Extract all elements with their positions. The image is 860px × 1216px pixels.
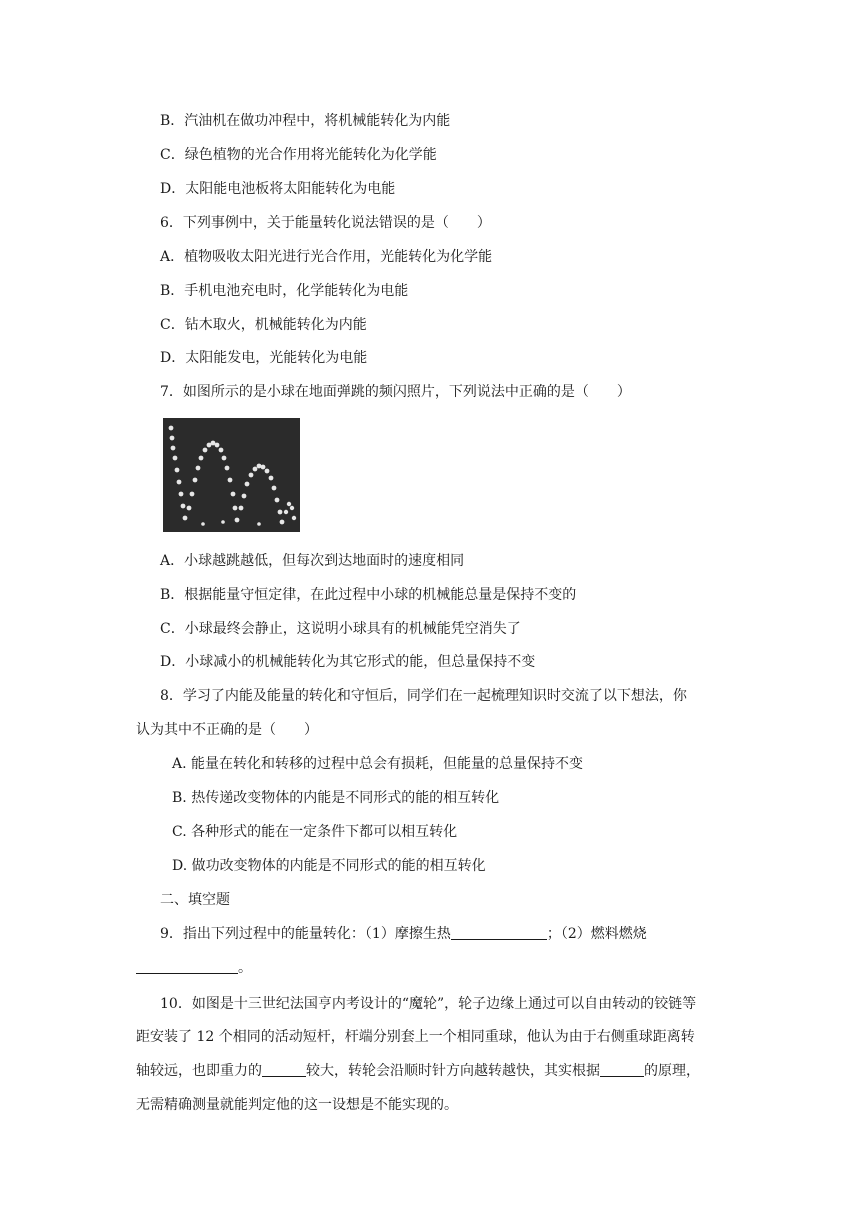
q6-stem: 6．下列事例中，关于能量转化说法错误的是（ ） <box>160 215 491 231</box>
q10-line4: 无需精确测量就能判定他的这一设想是不能实现的。 <box>136 1097 458 1113</box>
q10-line3-part-a: 轴较远，也即重力的 <box>136 1063 262 1079</box>
q8-option-a: A. 能量在转化和转移的过程中总会有损耗，但能量的总量保持不变 <box>172 756 584 772</box>
q7-option-b: B．根据能量守恒定律，在此过程中小球的机械能总量是保持不变的 <box>160 587 577 603</box>
q6-option-b: B．手机电池充电时，化学能转化为电能 <box>160 283 409 299</box>
q8-option-c: C. 各种形式的能在一定条件下都可以相互转化 <box>172 824 458 840</box>
q8-option-b: B. 热传递改变物体的内能是不同形式的能的相互转化 <box>172 790 500 806</box>
q6-option-d: D．太阳能发电，光能转化为电能 <box>160 350 368 366</box>
q7-option-d: D．小球减小的机械能转化为其它形式的能，但总量保持不变 <box>160 654 536 670</box>
q10-line2: 距安装了 12 个相同的活动短杆，杆端分别套上一个相同重球，他认为由于右侧重球距离转 <box>136 1029 695 1045</box>
q5-option-d: D．太阳能电池板将太阳能转化为电能 <box>160 181 396 197</box>
q7-option-a: A．小球越跳越低，但每次到达地面时的速度相同 <box>160 553 465 569</box>
q9-blank-2[interactable] <box>136 959 238 974</box>
q6-option-a: A．植物吸收太阳光进行光合作用，光能转化为化学能 <box>160 249 493 265</box>
q9-stem <box>160 924 647 944</box>
q5-option-c: C．绿色植物的光合作用将光能转化为化学能 <box>160 147 437 163</box>
q10-line3-part-b: 较大，转轮会沿顺时针方向越转越快，其实根据 <box>306 1063 600 1079</box>
q8-option-d: D. 做功改变物体的内能是不同形式的能的相互转化 <box>172 858 486 874</box>
q8-stem-line1: 8．学习了内能及能量的转化和守恒后，同学们在一起梳理知识时交流了以下想法，你 <box>160 688 687 704</box>
bouncing-ball-strobe-icon <box>163 418 300 532</box>
q5-option-b: B．汽油机在做功冲程中，将机械能转化为内能 <box>160 113 451 129</box>
q9-part1: 9．指出下列过程中的能量转化：（1）摩擦生热 <box>160 926 451 942</box>
q9-blank-1[interactable] <box>451 925 547 940</box>
q9-part2: ；（2）燃料燃烧 <box>546 926 647 942</box>
q9-line2 <box>136 958 252 978</box>
q9-end: 。 <box>238 960 252 976</box>
q10-line1: 10．如图是十三世纪法国亨内考设计的“魔轮”，轮子边缘上通过可以自由转动的铰链等 <box>160 996 697 1012</box>
q8-stem-line2: 认为其中不正确的是（ ） <box>136 722 318 738</box>
q10-blank-1[interactable] <box>262 1062 306 1077</box>
q10-line3 <box>136 1061 700 1081</box>
q7-stem: 7．如图所示的是小球在地面弹跳的频闪照片，下列说法中正确的是（ ） <box>160 384 631 400</box>
section-fill-in-blank-heading: 二、填空题 <box>160 892 230 908</box>
q10-blank-2[interactable] <box>600 1062 644 1077</box>
q10-line3-part-c: 的原理， <box>644 1063 700 1079</box>
q7-option-c: C．小球最终会静止，这说明小球具有的机械能凭空消失了 <box>160 621 521 637</box>
q6-option-c: C．钻木取火，机械能转化为内能 <box>160 317 367 333</box>
bouncing-ball-photo <box>163 418 300 532</box>
